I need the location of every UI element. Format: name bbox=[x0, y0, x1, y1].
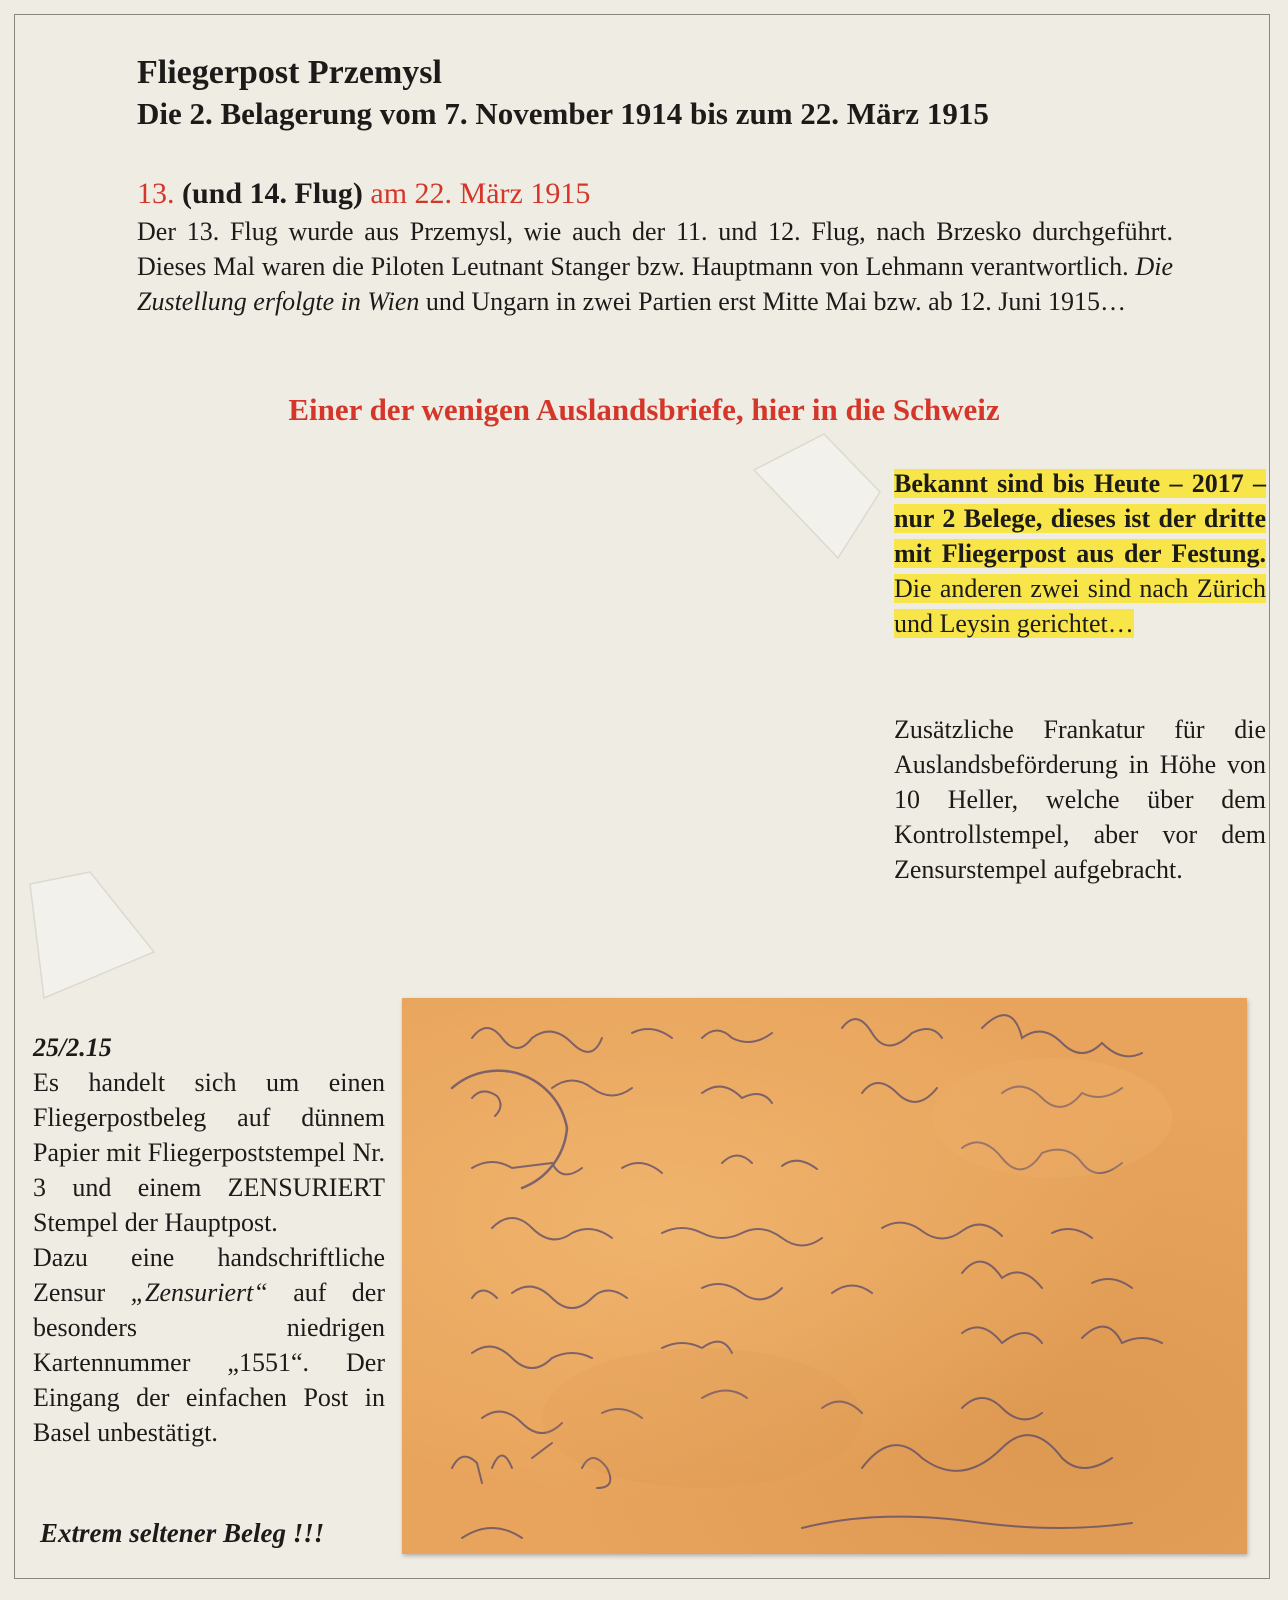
cover-text-2-italic: „Zensuriert“ bbox=[130, 1278, 268, 1307]
flight-paren: (und 14. Flug) bbox=[182, 177, 363, 210]
page-subtitle: Die 2. Belagerung vom 7. November 1914 bis zum 22. März 1915 bbox=[137, 96, 989, 131]
postcard-image bbox=[402, 998, 1247, 1554]
photo-hinge-top bbox=[752, 432, 882, 562]
flight-text-italic: Die Zustellung erfolgte in Wien bbox=[137, 252, 1173, 316]
rarity-note: Extrem seltener Beleg !!! bbox=[40, 1518, 325, 1548]
page-title: Fliegerpost Przemysl bbox=[137, 54, 442, 91]
flight-text-1: Der 13. Flug wurde aus Przemysl, wie auch der 11. und 12. Flug, nach Brzesko durchgeführt. Dieses Mal waren die Piloten Leutnant Stanger bzw. Hauptmann von Lehmann verantwortlich. bbox=[137, 217, 1173, 281]
cover-description bbox=[33, 1030, 385, 1450]
flight-heading bbox=[137, 177, 590, 211]
highlight-normal-text: Die anderen zwei sind nach Zürich und Leysin gerichtet… bbox=[894, 574, 1266, 638]
headline: Einer der wenigen Auslandsbriefe, hier in die Schweiz bbox=[288, 392, 1000, 427]
handwriting-scribbles bbox=[402, 998, 1247, 1554]
flight-text-2: und Ungarn in zwei Partien erst Mitte Mai bzw. ab 12. Juni 1915… bbox=[419, 287, 1127, 316]
frankatur-note: Zusätzliche Frankatur für die Auslandsbeförderung in Höhe von 10 Heller, welche über dem Kontrollstempel, aber vor dem Zensurstempel aufgebracht. bbox=[894, 715, 1266, 884]
cover-text-2a: Dazu eine handschriftliche Zensur bbox=[33, 1243, 385, 1307]
cover-text-1: Es handelt sich um einen Fliegerpostbeleg auf dünnem Papier mit Fliegerpoststempel Nr. 3 und einem ZENSURIERT Stempel der Hauptpost. bbox=[33, 1068, 385, 1237]
cover-text-2b: auf der besonders niedrigen Kartennummer „1551“. Der Eingang der einfachen Post in Basel unbestätigt. bbox=[33, 1278, 385, 1447]
highlight-bold-text: Bekannt sind bis Heute – 2017 – nur 2 Belege, dieses ist der dritte mit Fliegerpost aus der Festung. bbox=[894, 469, 1266, 568]
photo-hinge-left bbox=[24, 870, 159, 1005]
cover-text-2 bbox=[33, 1240, 385, 1450]
cover-date: 25/2.15 bbox=[33, 1033, 112, 1062]
flight-description bbox=[137, 214, 1173, 319]
highlight-note bbox=[894, 466, 1266, 641]
flight-number: 13. bbox=[137, 177, 175, 210]
flight-date: am 22. März 1915 bbox=[370, 177, 591, 210]
